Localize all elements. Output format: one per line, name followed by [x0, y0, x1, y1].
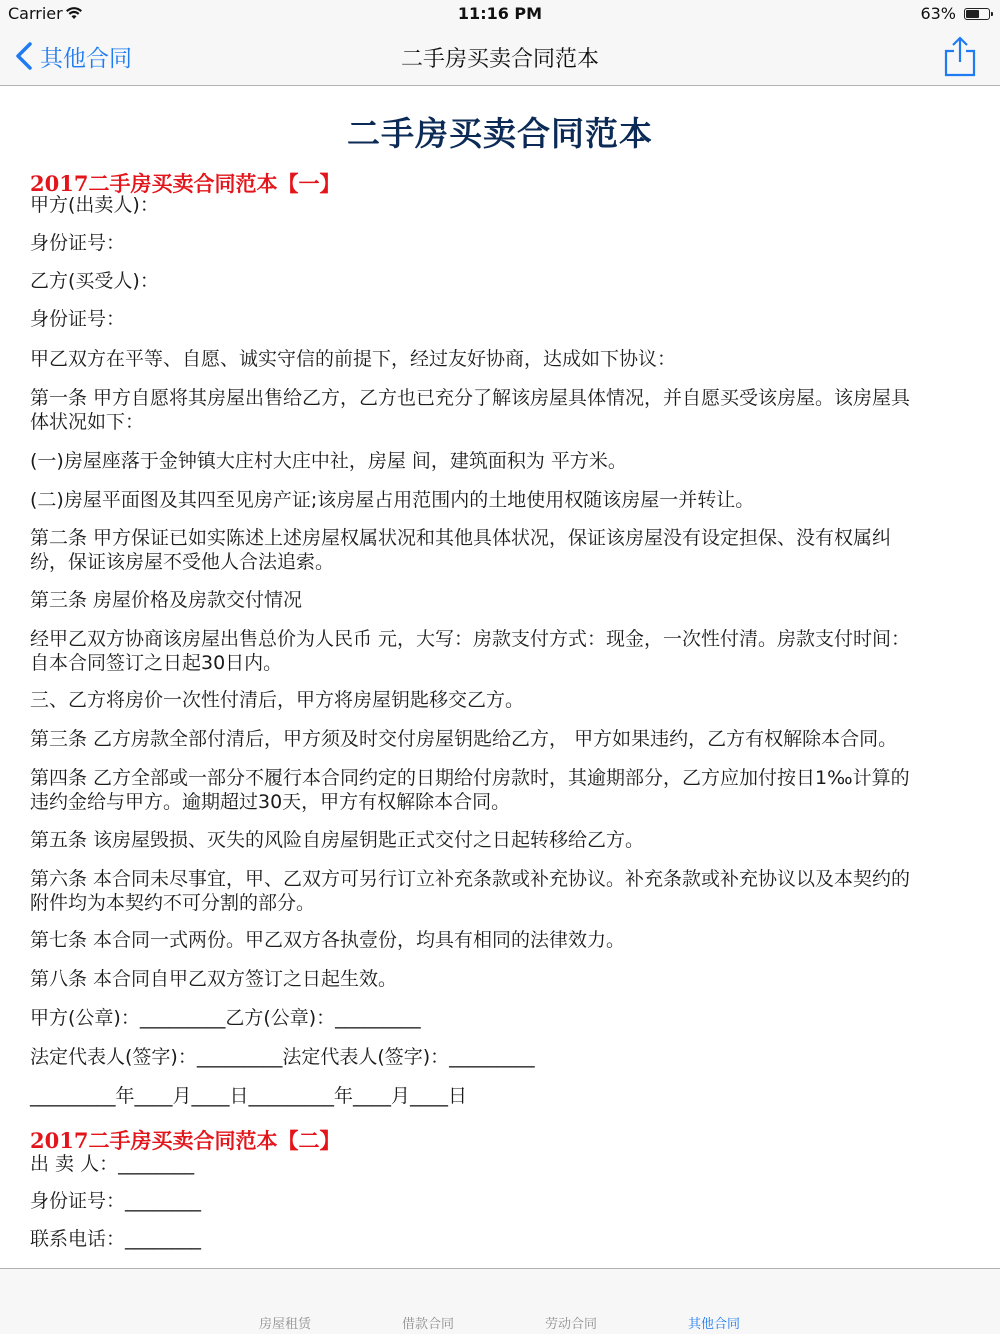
paragraph: 第七条 本合同一式两份。甲乙双方各执壹份，均具有相同的法律效力。	[30, 929, 626, 951]
paragraph: 出 卖 人：________	[30, 1153, 195, 1175]
paragraph: 第八条 本合同自甲乙双方签订之日起生效。	[30, 968, 398, 990]
paragraph: 第一条 甲方自愿将其房屋出售给乙方，乙方也已充分了解该房屋具体情况，并自愿买受该房屋。该房屋具 体状况如下：	[30, 387, 911, 433]
back-button-label: 其他合同	[40, 45, 132, 72]
paragraph: 身份证号：	[30, 308, 126, 330]
contract-document[interactable]	[0, 86, 1000, 1268]
date-line: _________年____月____日_________年____月____日	[30, 1085, 468, 1107]
paragraph: 甲方(出卖人)：	[30, 194, 159, 216]
paragraph: 第六条 本合同未尽事宜，甲、乙双方可另行订立补充条款或补充协议。补充条款或补充协议以及本契约的 附件均为本契约不可分割的部分。	[30, 868, 911, 914]
paragraph: 乙方(买受人)：	[30, 270, 159, 292]
paragraph: 身份证号：________	[30, 1190, 202, 1212]
paragraph: 经甲乙双方协商该房屋出售总价为人民币 元，大写：房款支付方式：现金，一次性付清。房款支付时间： 自本合同签订之日起30日内。	[30, 628, 911, 674]
share-icon[interactable]	[942, 34, 978, 78]
tab-labor-contract[interactable]: 劳动合同	[544, 1317, 597, 1332]
paragraph: 联系电话：________	[30, 1228, 202, 1250]
section-heading: 2017二手房买卖合同范本【二】	[30, 1128, 341, 1153]
paragraph: 第二条 甲方保证已如实陈述上述房屋权属状况和其他具体状况，保证该房屋没有设定担保、没有权属纠 纷，保证该房屋不受他人合法追索。	[30, 527, 892, 573]
status-bar	[0, 0, 1000, 28]
paragraph: 第五条 该房屋毁损、灭失的风险自房屋钥匙正式交付之日起转移给乙方。	[30, 829, 645, 851]
nav-title: 二手房买卖合同范本	[400, 47, 599, 72]
paragraph: 甲乙双方在平等、自愿、诚实守信的前提下，经过友好协商，达成如下协议：	[30, 348, 677, 370]
paragraph: (一)房屋座落于金钟镇大庄村大庄中社，房屋 间，建筑面积为 平方米。	[30, 450, 627, 472]
paragraph: 三、乙方将房价一次性付清后，甲方将房屋钥匙移交乙方。	[30, 689, 525, 711]
battery-icon	[964, 8, 990, 20]
signature-line: 甲方(公章)：_________乙方(公章)：_________	[30, 1007, 421, 1029]
section-heading: 2017二手房买卖合同范本【一】	[30, 171, 341, 196]
document-title: 二手房买卖合同范本	[347, 114, 653, 153]
navigation-bar	[0, 28, 1000, 86]
tab-house-rental[interactable]: 房屋租赁	[258, 1317, 311, 1332]
tab-bar	[0, 1268, 1000, 1334]
paragraph: 第四条 乙方全部或一部分不履行本合同约定的日期给付房款时，其逾期部分，乙方应加付按日1‰计算的 违约金给与甲方。逾期超过30天，甲方有权解除本合同。	[30, 767, 910, 813]
signature-line: 法定代表人(签字)：_________法定代表人(签字)：_________	[30, 1046, 535, 1068]
tab-other-contracts[interactable]: 其他合同	[687, 1317, 740, 1332]
battery-percent: 63%	[920, 4, 956, 23]
clock: 11:16 PM	[457, 4, 543, 23]
paragraph: 第三条 乙方房款全部付清后，甲方须及时交付房屋钥匙给乙方， 甲方如果违约，乙方有权解除本合同。	[30, 728, 898, 750]
paragraph: 第三条 房屋价格及房款交付情况	[30, 589, 303, 611]
paragraph: 身份证号：	[30, 232, 126, 254]
paragraph: (二)房屋平面图及其四至见房产证;该房屋占用范围内的土地使用权随该房屋一并转让。	[30, 489, 755, 511]
tab-loan-contract[interactable]: 借款合同	[401, 1317, 454, 1332]
carrier-label: Carrier	[8, 4, 63, 23]
